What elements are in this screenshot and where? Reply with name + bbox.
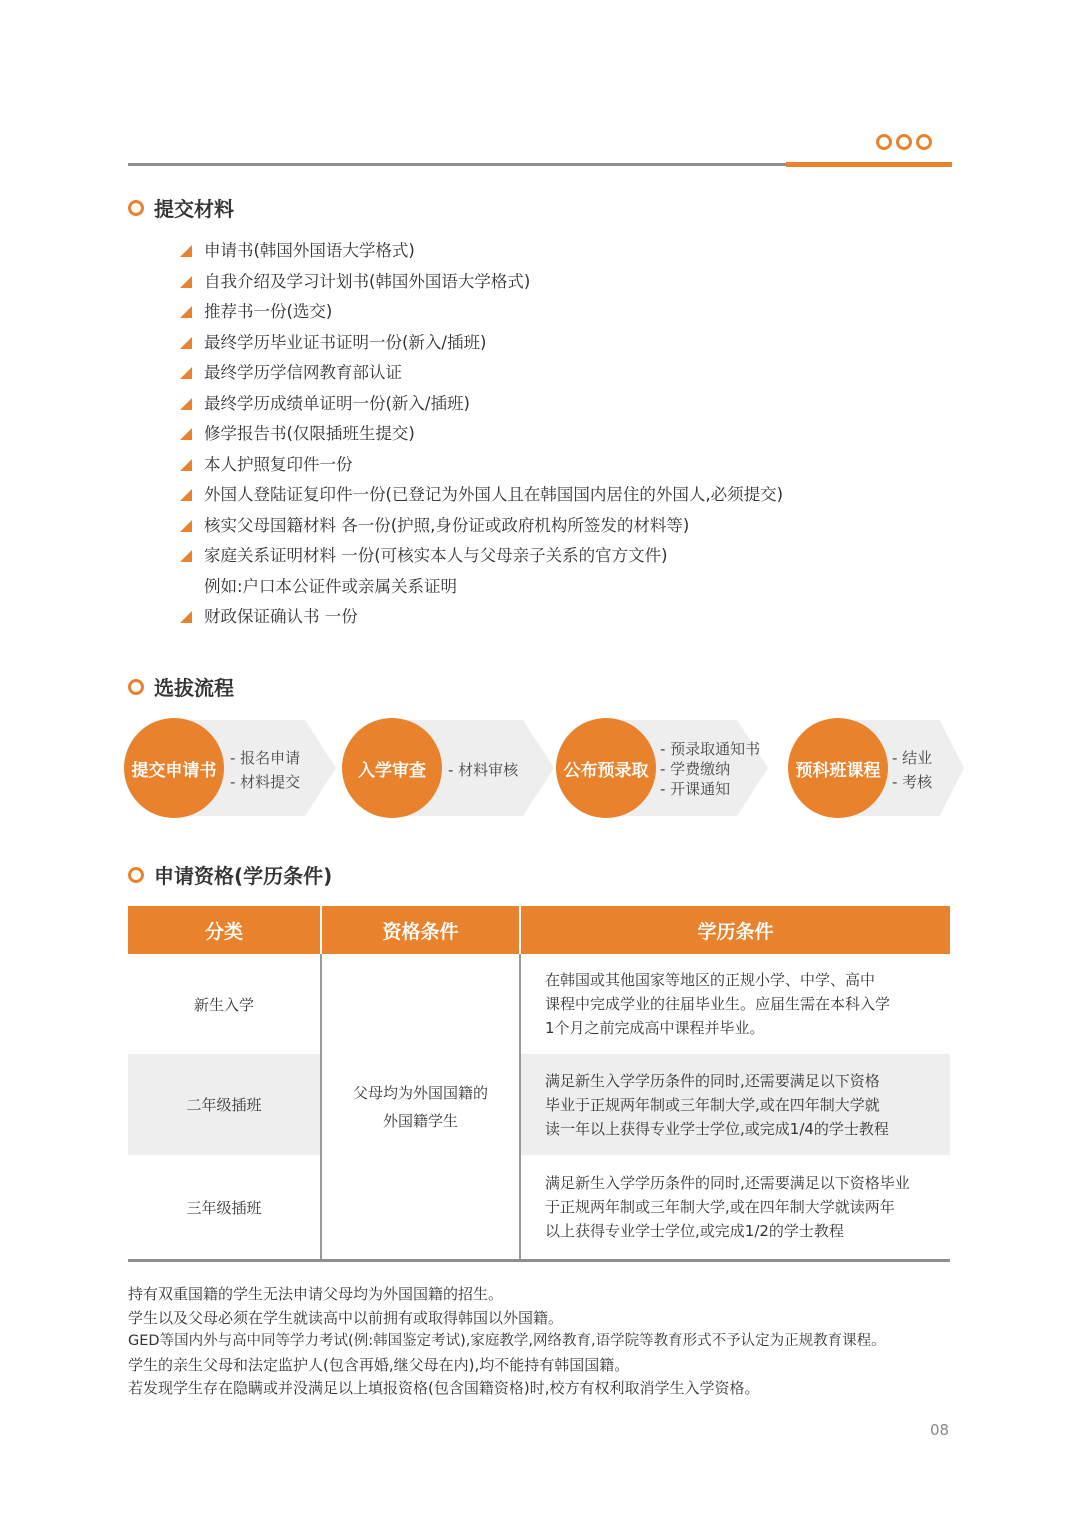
list-item: 最终学历毕业证书证明一份(新入/插班) (180, 328, 783, 359)
triangle-bullet-icon (180, 276, 192, 288)
header-condition: 资格条件 (321, 906, 520, 954)
triangle-bullet-icon (180, 245, 192, 257)
cell-category: 三年级插班 (128, 1155, 321, 1259)
table-row (128, 1054, 950, 1155)
triangle-bullet-icon (180, 306, 192, 318)
step-circle: 预科班课程 (788, 718, 888, 818)
step-subitem: - 材料提交 (230, 773, 301, 791)
cell-category: 新生入学 (128, 954, 321, 1054)
section-title-text: 申请资格(学历条件) (154, 864, 333, 888)
step-circle: 入学审查 (342, 718, 442, 818)
step-subitem: - 报名申请 (230, 749, 301, 767)
step-subitem: - 学费缴纳 (660, 760, 731, 778)
materials-list (180, 236, 783, 633)
triangle-bullet-icon (180, 520, 192, 532)
list-item: 核实父母国籍材料 各一份(护照,身份证或政府机构所签发的材料等) (180, 511, 783, 542)
process-step-3 (556, 716, 770, 820)
list-item: 本人护照复印件一份 (180, 450, 783, 481)
list-item: 自我介绍及学习计划书(韩国外国语大学格式) (180, 267, 783, 298)
note-line: GED等国内外与高中同等学力考试(例:韩国鉴定考试),家庭教学,网络教育,语学院等教育形式不予认定为正规教育课程。 (128, 1333, 886, 1349)
circle-bullet-icon (128, 200, 144, 216)
process-flow (124, 716, 964, 820)
triangle-bullet-icon (180, 611, 192, 623)
step-circle: 提交申请书 (124, 718, 224, 818)
notes (128, 1283, 886, 1401)
triangle-bullet-icon (180, 337, 192, 349)
circle-bullet-icon (128, 679, 144, 695)
list-item: 最终学历学信网教育部认证 (180, 358, 783, 389)
page-number: 08 (930, 1421, 950, 1439)
cell-education: 满足新生入学学历条件的同时,还需要满足以下资格 毕业于正规两年制或三年制大学,或在四年制大学就 读一年以上获得专业学士学位,或完成1/4的学士教程 (520, 1054, 950, 1155)
table-row (128, 954, 950, 1054)
list-item: 家庭关系证明材料 一份(可核实本人与父母亲子关系的官方文件) 例如:户口本公证件或亲属关系证明 (180, 541, 783, 602)
header-accent-bar (786, 162, 952, 167)
list-item: 申请书(韩国外国语大学格式) (180, 236, 783, 267)
list-item: 财政保证确认书 一份 (180, 602, 783, 633)
triangle-bullet-icon (180, 367, 192, 379)
table-row (128, 1155, 950, 1259)
process-step-2 (342, 716, 556, 820)
note-line: 持有双重国籍的学生无法申请父母均为外国国籍的招生。 (128, 1285, 504, 1303)
cell-category: 二年级插班 (128, 1054, 321, 1155)
section-title-eligibility (128, 860, 332, 889)
list-item: 修学报告书(仅限插班生提交) (180, 419, 783, 450)
section-title-text: 提交材料 (154, 197, 234, 221)
cell-education: 在韩国或其他国家等地区的正规小学、中学、高中 课程中完成学业的往届毕业生。应届生需在本科入学 1个月之前完成高中课程并毕业。 (545, 971, 891, 1037)
note-line: 学生以及父母必须在学生就读高中以前拥有或取得韩国以外国籍。 (128, 1308, 564, 1327)
table-bottom-rule (128, 1259, 950, 1262)
step-subitem: - 开课通知 (660, 780, 731, 798)
section-title-text: 选拔流程 (154, 676, 234, 700)
header-dots-icon (876, 134, 932, 150)
process-step-1 (124, 716, 338, 820)
step-circle: 公布预录取 (556, 718, 656, 818)
eligibility-table (128, 906, 950, 1259)
note-line: 学生的亲生父母和法定监护人(包含再婚,继父母在内),均不能持有韩国国籍。 (128, 1355, 630, 1374)
section-title-process (128, 672, 234, 701)
header-category: 分类 (128, 906, 321, 954)
step-subitem: - 材料审核 (448, 761, 519, 779)
table-header-row (128, 906, 950, 954)
cell-condition: 父母均为外国国籍的 外国籍学生 (321, 954, 520, 1259)
triangle-bullet-icon (180, 459, 192, 471)
step-subitem: - 结业 (892, 749, 933, 767)
list-item: 推荐书一份(选交) (180, 297, 783, 328)
cell-education: 满足新生入学学历条件的同时,还需要满足以下资格毕业 于正规两年制或三年制大学,或在四年制大学就读两年 以上获得专业学士学位,或完成1/2的学士教程 (545, 1174, 910, 1240)
step-subitem: - 预录取通知书 (660, 740, 761, 758)
section-title-materials (128, 193, 234, 222)
step-subitem: - 考核 (892, 773, 933, 791)
list-item: 最终学历成绩单证明一份(新入/插班) (180, 389, 783, 420)
triangle-bullet-icon (180, 398, 192, 410)
list-item: 外国人登陆证复印件一份(已登记为外国人且在韩国国内居住的外国人,必须提交) (180, 480, 783, 511)
circle-bullet-icon (128, 867, 144, 883)
header-education: 学历条件 (520, 906, 950, 954)
process-step-4 (788, 716, 964, 820)
triangle-bullet-icon (180, 550, 192, 562)
triangle-bullet-icon (180, 489, 192, 501)
triangle-bullet-icon (180, 428, 192, 440)
note-line: 若发现学生存在隐瞒或并没满足以上填报资格(包含国籍资格)时,校方有权利取消学生入学资格。 (128, 1379, 760, 1397)
